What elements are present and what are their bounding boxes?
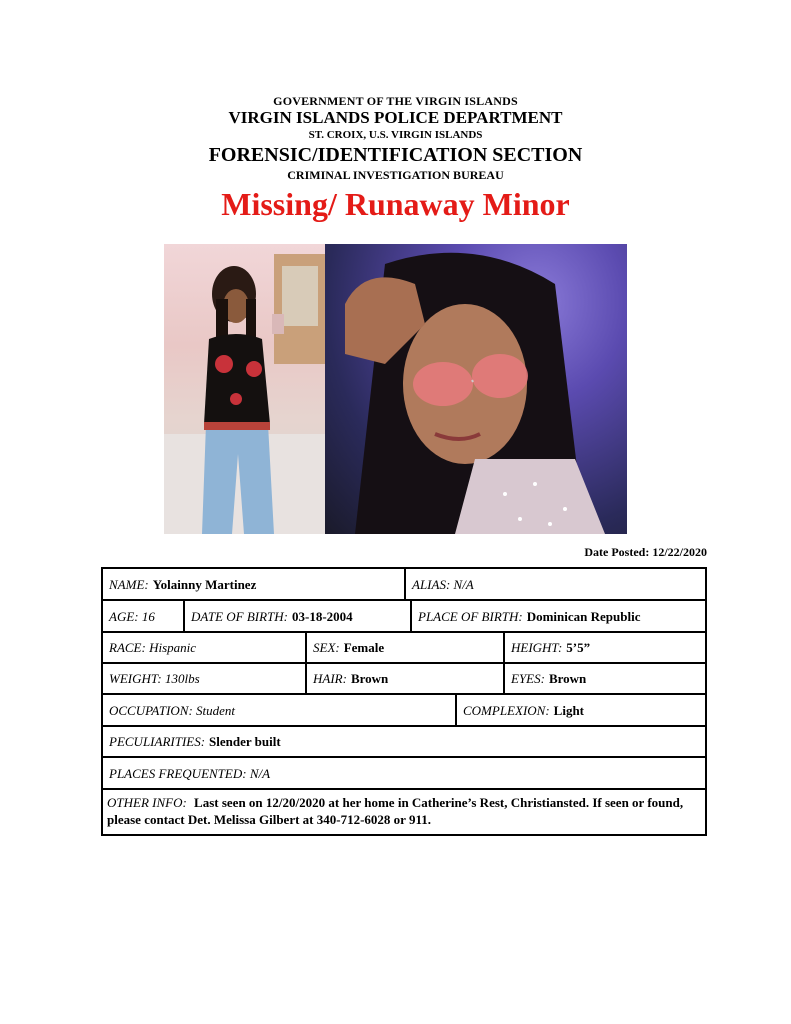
hair-cell: [305, 664, 503, 693]
height-cell: [503, 633, 705, 662]
peculiarities-value: Slender built: [209, 734, 281, 749]
occupation-label: OCCUPATION: Student: [109, 702, 236, 718]
race-label: RACE: Hispanic: [109, 640, 197, 655]
places-cell: [103, 758, 705, 788]
name-label: NAME:: [109, 576, 149, 592]
weight-cell: [103, 664, 305, 693]
complexion-cell: [455, 695, 705, 725]
table-row: [103, 758, 705, 790]
header-government: GOVERNMENT OF THE VIRGIN ISLANDS: [273, 94, 518, 108]
missing-person-photo-left: [164, 244, 325, 534]
missing-person-photo-right: [325, 244, 627, 534]
peculiarities-cell: [103, 727, 705, 756]
hair-label: HAIR:: [313, 671, 347, 686]
height-label: HEIGHT:: [511, 640, 563, 655]
sex-label: SEX:: [313, 640, 340, 655]
alias-cell: [404, 569, 705, 599]
occupation-cell: [103, 695, 455, 725]
header-department: VIRGIN ISLANDS POLICE DEPARTMENT: [228, 108, 563, 127]
header-bureau: CRIMINAL INVESTIGATION BUREAU: [287, 168, 504, 182]
complexion-value: Light: [553, 702, 585, 718]
pob-value: Dominican Republic: [526, 608, 641, 624]
table-row: [103, 664, 705, 695]
height-value: 5’5”: [566, 640, 591, 655]
complexion-label: COMPLEXION:: [463, 702, 550, 718]
eyes-cell: [503, 664, 705, 693]
table-row: [103, 790, 705, 834]
page-title: Missing/ Runaway Minor: [221, 186, 570, 222]
peculiarities-label: PECULIARITIES:: [109, 734, 206, 749]
places-label: PLACES FREQUENTED: N/A: [109, 765, 271, 781]
alias-label: ALIAS: N/A: [412, 576, 474, 592]
sex-cell: [305, 633, 503, 662]
dob-label: DATE OF BIRTH:: [191, 608, 289, 624]
table-row: [103, 727, 705, 758]
info-table: [101, 567, 707, 836]
eyes-label: EYES:: [511, 671, 545, 686]
dob-value: 03-18-2004: [292, 608, 353, 624]
photo-right-illustration: [325, 244, 627, 534]
other-info: [107, 794, 701, 828]
race-cell: [103, 633, 305, 662]
pob-cell: [410, 601, 705, 631]
weight-label: WEIGHT: 130lbs: [109, 671, 200, 686]
table-row: [103, 633, 705, 664]
header-section: FORENSIC/IDENTIFICATION SECTION: [208, 144, 583, 166]
table-row: [103, 695, 705, 727]
table-row: [103, 569, 705, 601]
age-cell: [103, 601, 183, 631]
age-label: AGE: 16: [109, 608, 155, 624]
hair-value: Brown: [350, 671, 389, 686]
eyes-value: Brown: [548, 671, 587, 686]
name-value: Yolainny Martinez: [152, 576, 257, 592]
header-location: ST. CROIX, U.S. VIRGIN ISLANDS: [308, 129, 483, 141]
photo-left-illustration: [164, 244, 325, 534]
name-cell: [103, 569, 404, 599]
date-posted: Date Posted: 12/22/2020: [584, 545, 707, 559]
table-row: [103, 601, 705, 633]
pob-label: PLACE OF BIRTH:: [418, 608, 523, 624]
other-info-value: Last seen on 12/20/2020 at her home in Catherine’s Rest, Christiansted. If seen or found, please contact Det. Melissa Gilbert at 340-712-6028 or 911.: [107, 795, 684, 827]
other-info-label: OTHER INFO:: [107, 795, 187, 810]
sex-value: Female: [343, 640, 385, 655]
dob-cell: [183, 601, 410, 631]
